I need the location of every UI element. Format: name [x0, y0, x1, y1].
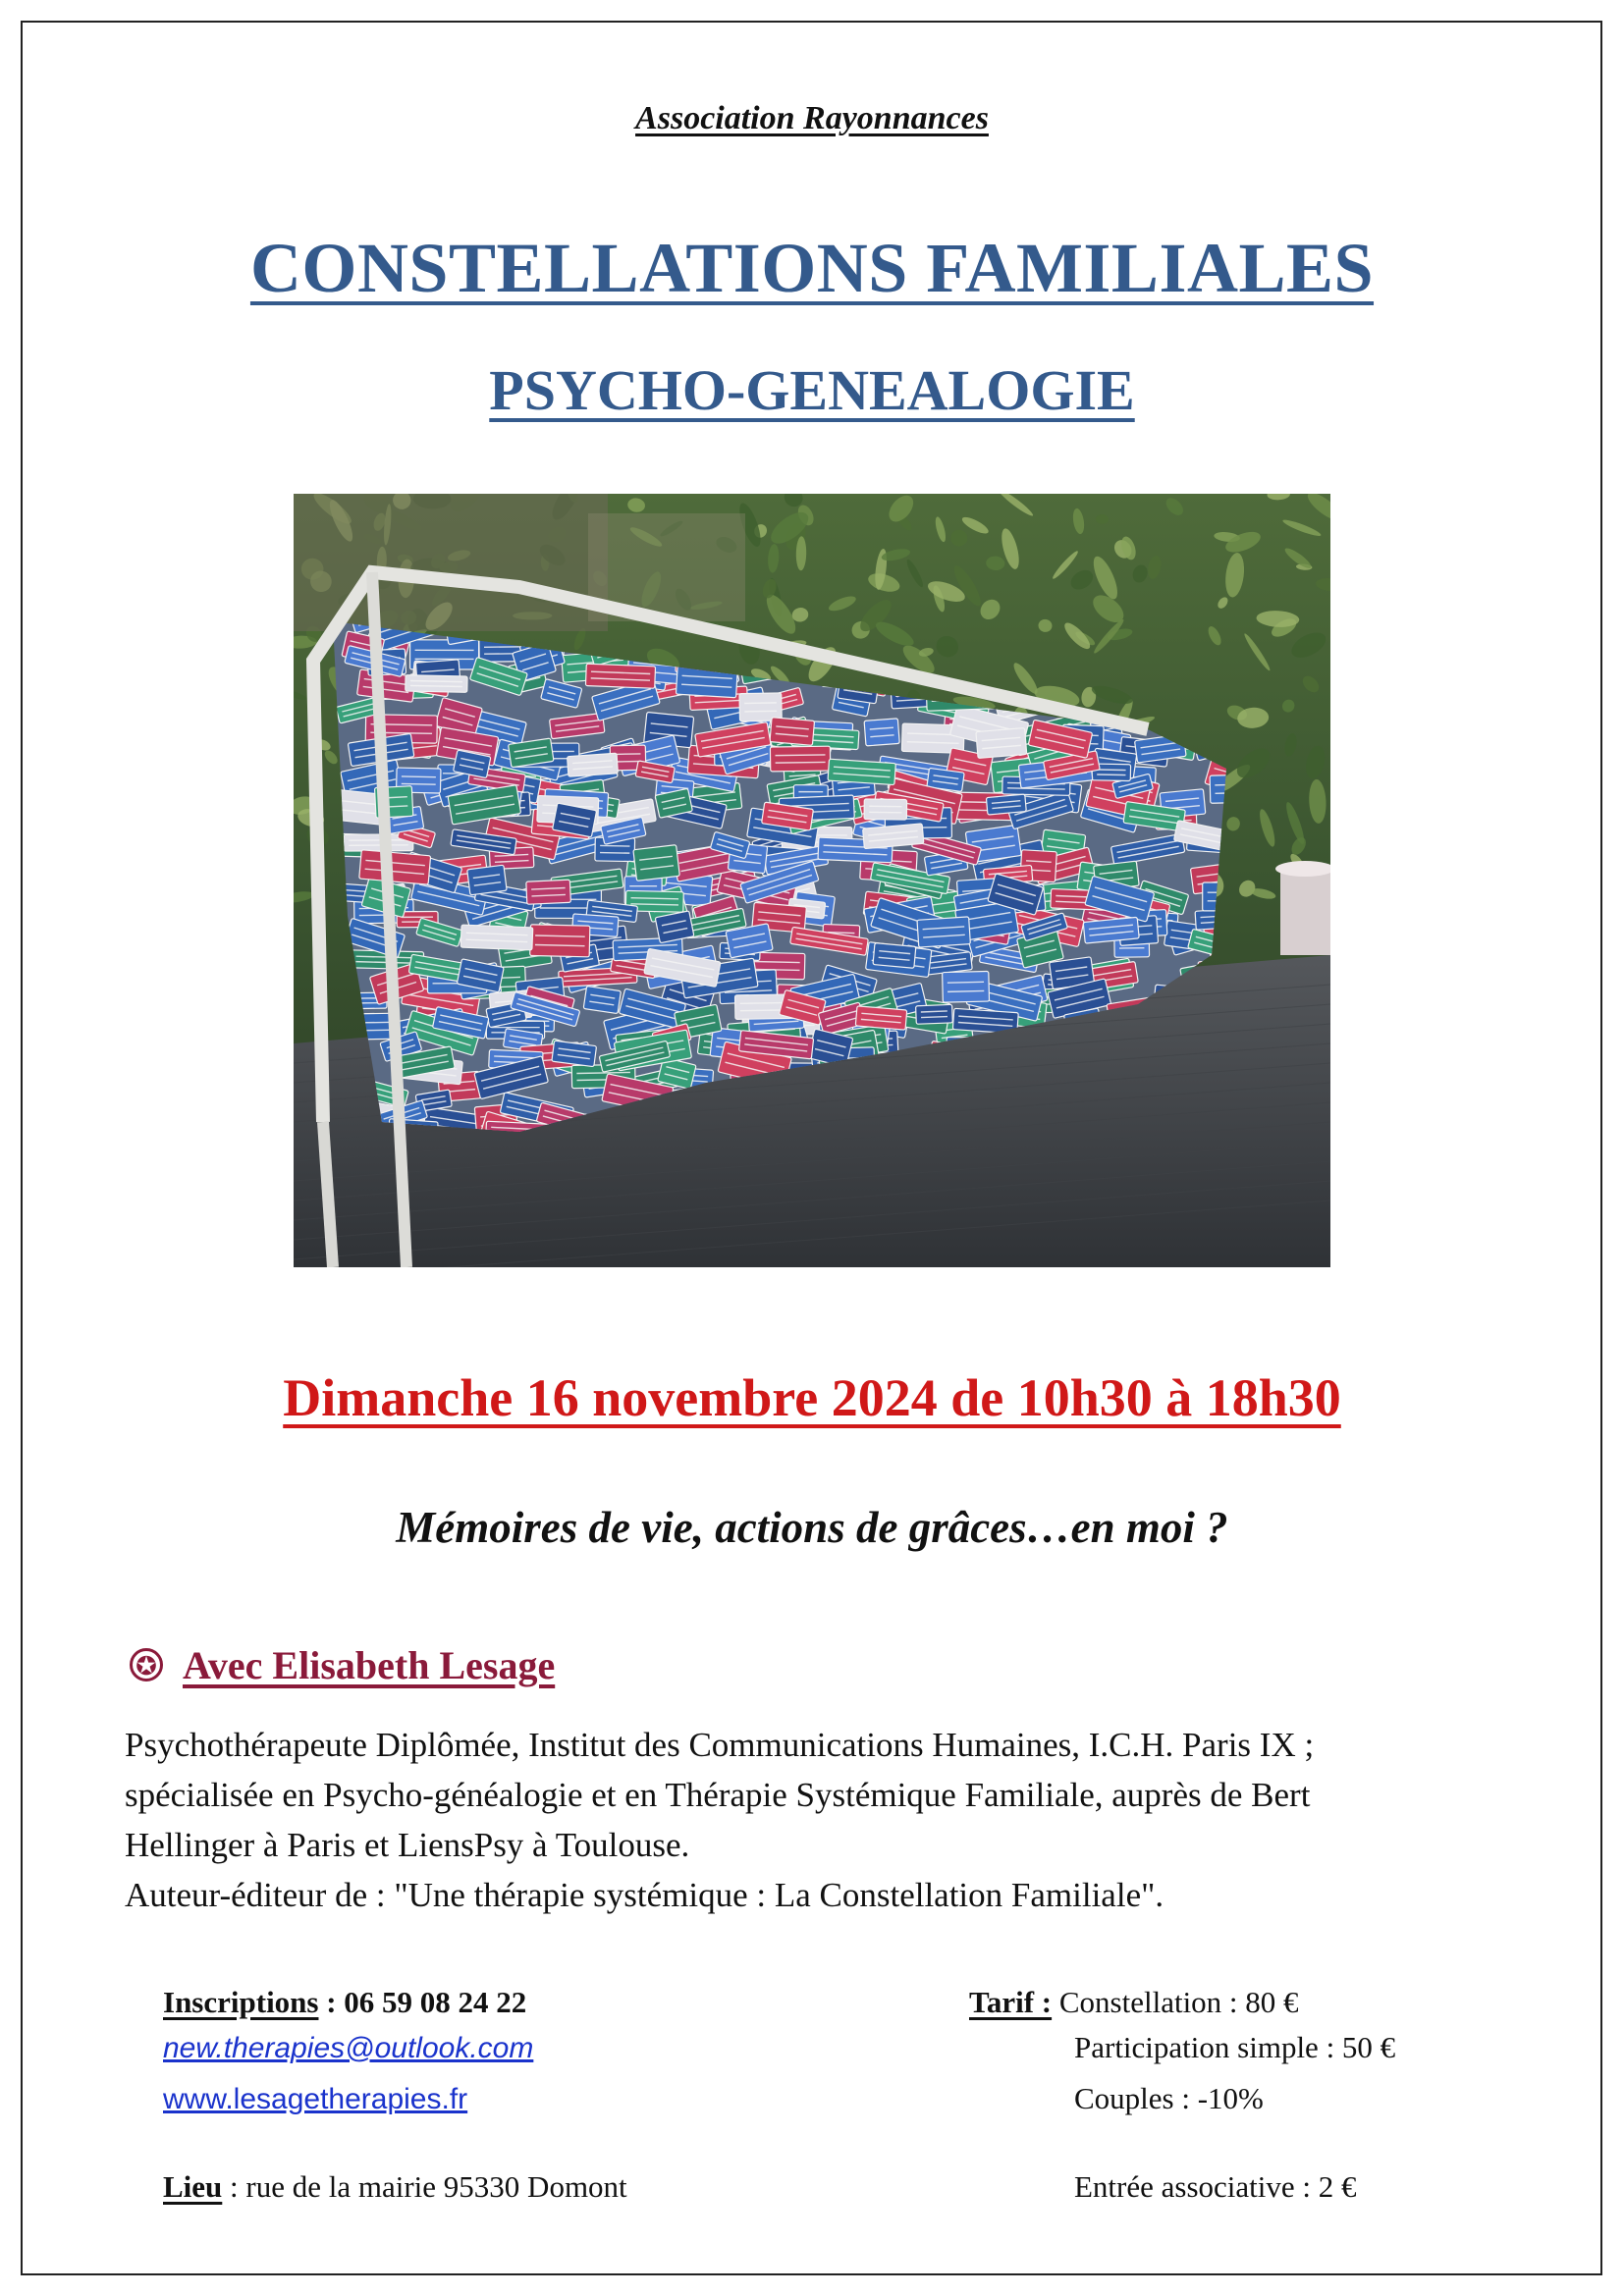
tarif-row [969, 1985, 1299, 2020]
page-title: CONSTELLATIONS FAMILIALES [249, 229, 1375, 307]
page-subtitle: PSYCHO-GENEALOGIE [489, 358, 1135, 422]
facilitator-bio [125, 1720, 1519, 1920]
inscriptions-row [163, 1985, 526, 2020]
wall-of-plaques-photo [294, 494, 1330, 1267]
tarif-label: Tarif : [969, 1985, 1053, 2019]
bio-line: Hellinger à Paris et LiensPsy à Toulouse. [125, 1826, 690, 1864]
lieu-label: Lieu [163, 2169, 223, 2204]
price-entree: Entrée associative : 2 € [1074, 2169, 1357, 2204]
email-row [163, 2030, 533, 2065]
inscriptions-label: Inscriptions [163, 1985, 319, 2019]
phone-number: : 06 59 08 24 22 [318, 1985, 527, 2019]
website-row [163, 2081, 467, 2116]
bio-line: spécialisée en Psycho-généalogie et en Thérapie Systémique Familiale, auprès de Bert [125, 1776, 1311, 1814]
bio-line: Psychothérapeute Diplômée, Institut des Communications Humaines, I.C.H. Paris IX ; [125, 1726, 1315, 1764]
bio-line: Auteur-éditeur de : "Une thérapie systémique : La Constellation Familiale". [125, 1876, 1164, 1914]
price-participation: Participation simple : 50 € [1074, 2030, 1396, 2064]
event-date: Dimanche 16 novembre 2024 de 10h30 à 18h30 [283, 1368, 1341, 1427]
association-name: Association Rayonnances [635, 100, 989, 136]
address: : rue de la mairie 95330 Domont [222, 2169, 627, 2204]
price-constellation: Constellation : 80 € [1052, 1985, 1299, 2019]
location-row [163, 2169, 627, 2205]
email-link[interactable]: new.therapies@outlook.com [163, 2032, 534, 2064]
facilitator-heading [130, 1642, 555, 1688]
event-tagline: Mémoires de vie, actions de grâces…en moi ? [396, 1503, 1228, 1552]
website-link[interactable]: www.lesagetherapies.fr [163, 2083, 468, 2115]
star-circle-icon: ✪ [130, 1648, 163, 1682]
price-couples: Couples : -10% [1074, 2081, 1264, 2115]
facilitator-name: Avec Elisabeth Lesage [183, 1643, 556, 1687]
